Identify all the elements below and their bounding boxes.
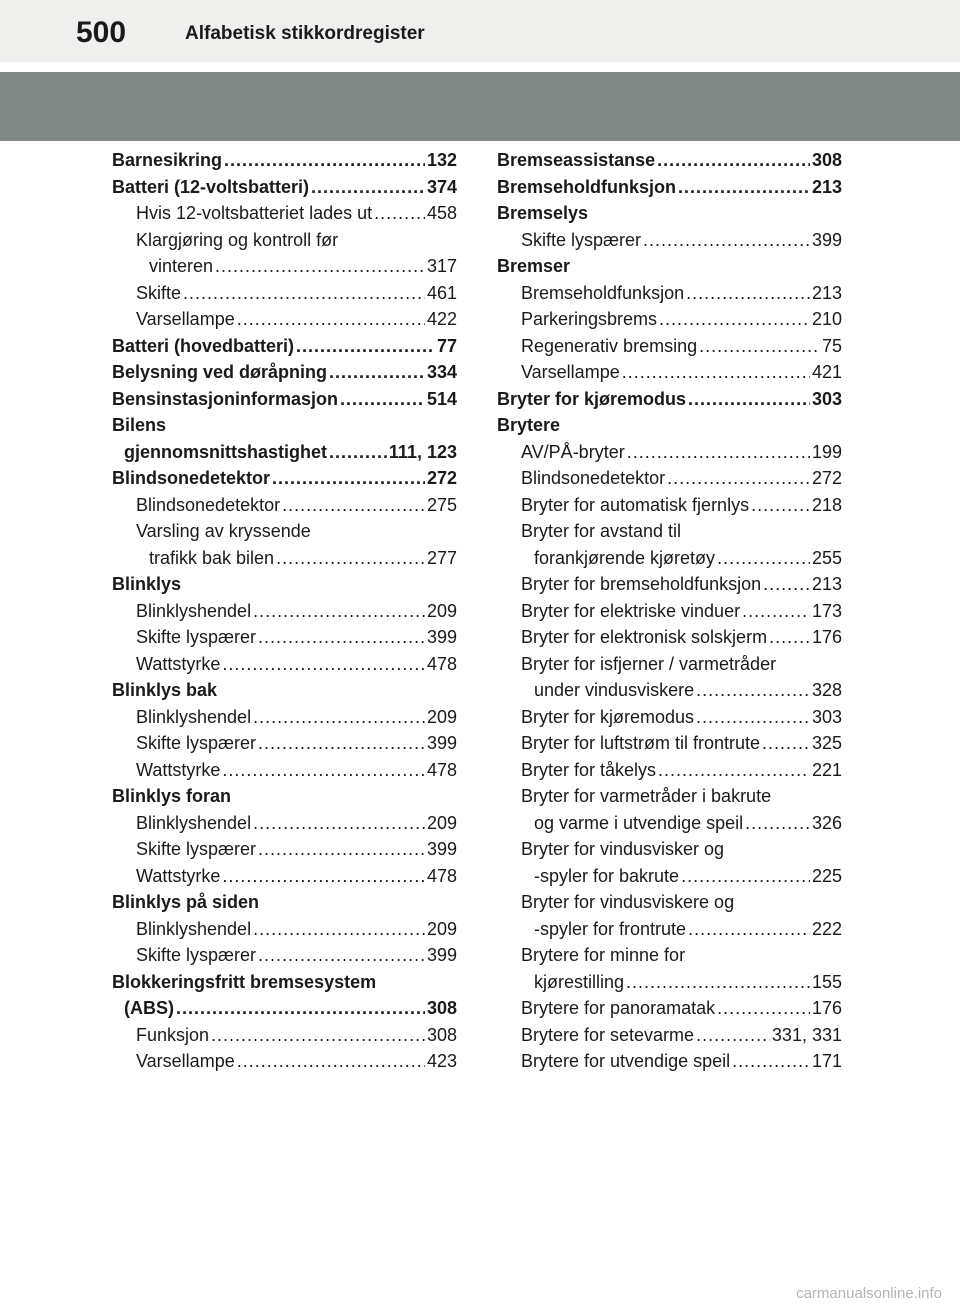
index-entry — [497, 174, 842, 201]
index-entry — [497, 995, 842, 1022]
dot-leader — [732, 1048, 810, 1075]
index-page-ref: 213 — [811, 282, 842, 303]
index-entry — [497, 677, 842, 704]
dot-leader — [769, 624, 810, 651]
index-entry — [497, 810, 842, 837]
dot-leader — [699, 333, 820, 360]
index-entry — [112, 651, 457, 678]
header-band — [0, 72, 960, 141]
dot-leader — [678, 174, 810, 201]
index-term: Parkeringsbrems — [521, 309, 658, 329]
index-column-right — [497, 147, 842, 1075]
dot-leader — [374, 200, 425, 227]
dot-leader — [688, 386, 810, 413]
dot-leader — [622, 359, 810, 386]
index-page-ref: 478 — [426, 653, 457, 674]
index-entry — [112, 253, 457, 280]
dot-leader — [659, 306, 810, 333]
index-entry — [497, 333, 842, 360]
index-term: Bryter for elektronisk solskjerm — [521, 627, 768, 647]
index-entry — [112, 412, 457, 439]
index-entry — [112, 863, 457, 890]
dot-leader — [763, 571, 810, 598]
index-entry — [497, 757, 842, 784]
index-entry — [112, 624, 457, 651]
dot-leader — [696, 677, 810, 704]
index-page-ref: 423 — [426, 1051, 457, 1071]
dot-leader — [276, 545, 425, 572]
index-term: Bryter for tåkelys — [521, 759, 657, 780]
dot-leader — [688, 916, 810, 943]
index-term: Bryter for varmetråder i bakrute — [521, 786, 772, 806]
dot-leader — [717, 545, 810, 572]
index-page-ref: 213 — [811, 176, 842, 197]
index-term: Varsellampe — [136, 309, 235, 329]
dot-leader — [296, 333, 435, 360]
dot-leader — [272, 465, 425, 492]
index-term: -spyler for bakrute — [534, 865, 680, 886]
index-page-ref: 225 — [811, 865, 842, 886]
index-page-ref: 199 — [811, 441, 842, 462]
index-term: Blinklyshendel — [136, 600, 252, 621]
index-page-ref: 209 — [426, 706, 457, 727]
index-page-ref: 308 — [426, 998, 457, 1018]
index-term: Batteri (12-voltsbatteri) — [112, 176, 310, 197]
index-term: Bremseholdfunksjon — [497, 176, 677, 197]
dot-leader — [222, 757, 425, 784]
index-entry — [112, 810, 457, 837]
index-page-ref: 374 — [426, 176, 457, 197]
index-page-ref: 277 — [426, 547, 457, 568]
dot-leader — [222, 863, 425, 890]
index-entry — [112, 889, 457, 916]
index-entry — [112, 598, 457, 625]
index-term: Bremser — [497, 256, 571, 276]
index-entry — [497, 969, 842, 996]
index-entry — [497, 412, 842, 439]
index-entry — [497, 783, 842, 810]
dot-leader — [751, 492, 810, 519]
index-page-ref: 75 — [821, 335, 842, 356]
index-page-ref: 221 — [811, 759, 842, 780]
index-page-ref: 213 — [811, 574, 842, 594]
index-page-ref: 478 — [426, 759, 457, 780]
index-entry — [497, 492, 842, 519]
index-page-ref: 255 — [811, 547, 842, 568]
index-entry — [112, 836, 457, 863]
index-entry — [112, 280, 457, 307]
index-entry — [112, 571, 457, 598]
index-entry — [497, 889, 842, 916]
index-term: Varsling av kryssende — [136, 521, 311, 541]
dot-leader — [222, 651, 425, 678]
index-term: Blindsonedetektor — [136, 494, 281, 515]
index-entry — [497, 863, 842, 890]
index-term: Skifte lyspærer — [136, 839, 257, 859]
index-page-ref: 421 — [811, 362, 842, 382]
dot-leader — [626, 969, 810, 996]
index-term: Blokkeringsfritt bremsesystem — [112, 971, 377, 992]
index-term: AV/PÅ-bryter — [521, 441, 625, 462]
index-entry — [112, 333, 457, 360]
dot-leader — [237, 306, 425, 333]
dot-leader — [657, 147, 810, 174]
index-term: Blindsonedetektor — [112, 468, 271, 488]
index-entry — [497, 598, 842, 625]
dot-leader — [183, 280, 425, 307]
index-term: Belysning ved døråpning — [112, 362, 328, 382]
index-term: forankjørende kjøretøy — [534, 547, 716, 568]
index-term: Bremseassistanse — [497, 150, 656, 170]
index-term: Bryter for luftstrøm til frontrute — [521, 733, 761, 753]
index-term: Bremselys — [497, 203, 589, 223]
index-term: Skifte lyspærer — [136, 945, 257, 965]
index-entry — [497, 1048, 842, 1075]
index-entry — [497, 704, 842, 731]
index-term: Skifte lyspærer — [136, 627, 257, 647]
index-page-ref: 461 — [426, 282, 457, 303]
index-page-ref: 399 — [426, 627, 457, 647]
index-entry — [112, 227, 457, 254]
index-page-ref: 308 — [811, 150, 842, 170]
dot-leader — [696, 704, 810, 731]
index-entry — [497, 253, 842, 280]
index-page-ref: 514 — [426, 388, 457, 409]
dot-leader — [258, 942, 425, 969]
index-term: Bryter for kjøremodus — [497, 388, 687, 409]
dot-leader — [340, 386, 425, 413]
watermark: carmanualsonline.info — [796, 1285, 942, 1302]
index-term: Skifte — [136, 282, 182, 303]
dot-leader — [311, 174, 425, 201]
index-entry — [112, 730, 457, 757]
index-page-ref: 399 — [811, 229, 842, 250]
index-page-ref: 317 — [426, 256, 457, 276]
index-term: Blinklyshendel — [136, 918, 252, 939]
index-page-ref: 218 — [811, 494, 842, 515]
page-header — [0, 0, 960, 62]
index-entry — [112, 916, 457, 943]
index-entry — [112, 518, 457, 545]
index-page-ref: 209 — [426, 812, 457, 833]
index-entry — [112, 306, 457, 333]
index-page-ref: 303 — [811, 388, 842, 409]
index-entry — [112, 1048, 457, 1075]
dot-leader — [329, 359, 425, 386]
index-page-ref: 209 — [426, 918, 457, 939]
index-term: Bremseholdfunksjon — [521, 282, 685, 303]
index-page-ref: 478 — [426, 865, 457, 886]
index-term: Bilens — [112, 415, 167, 435]
index-term: Skifte lyspærer — [521, 229, 642, 250]
index-entry — [497, 518, 842, 545]
index-term: Blindsonedetektor — [521, 468, 666, 488]
index-term: vinteren — [149, 256, 214, 276]
index-term: Wattstyrke — [136, 653, 221, 674]
index-term: Bryter for isfjerner / varmetråder — [521, 653, 777, 674]
dot-leader — [282, 492, 425, 519]
index-term: Bryter for automatisk fjernlys — [521, 494, 750, 515]
dot-leader — [253, 598, 425, 625]
index-term: Bryter for bremseholdfunksjon — [521, 574, 762, 594]
index-entry — [497, 280, 842, 307]
dot-leader — [329, 439, 387, 466]
dot-leader — [762, 730, 810, 757]
index-page-ref: 331, 331 — [771, 1024, 842, 1045]
index-page-ref: 399 — [426, 839, 457, 859]
index-term: og varme i utvendige speil — [534, 812, 744, 833]
index-term: Bryter for elektriske vinduer — [521, 600, 741, 621]
index-entry — [112, 969, 457, 996]
index-page-ref: 272 — [426, 468, 457, 488]
page-title: Alfabetisk stikkordregister — [185, 23, 425, 44]
dot-leader — [667, 465, 810, 492]
index-term: Bryter for kjøremodus — [521, 706, 695, 727]
index-term: Blinklyshendel — [136, 812, 252, 833]
index-term: Brytere for minne for — [521, 945, 686, 965]
index-entry — [497, 836, 842, 863]
index-term: Blinklyshendel — [136, 706, 252, 727]
index-term: Barnesikring — [112, 150, 223, 170]
index-term: Hvis 12-voltsbatteriet lades ut — [136, 203, 373, 223]
dot-leader — [658, 757, 810, 784]
index-page-ref: 272 — [811, 468, 842, 488]
index-page-ref: 132 — [426, 150, 457, 170]
dot-leader — [681, 863, 810, 890]
index-entry — [497, 386, 842, 413]
index-entry — [497, 651, 842, 678]
index-term: Bryter for vindusviskere og — [521, 892, 735, 912]
index-page-ref: 173 — [811, 600, 842, 621]
dot-leader — [686, 280, 810, 307]
index-entry — [112, 359, 457, 386]
index-term: Blinklys bak — [112, 680, 218, 700]
index-term: Wattstyrke — [136, 865, 221, 886]
index-page-ref: 210 — [811, 309, 842, 329]
index-entry — [112, 439, 457, 466]
index-entry — [112, 147, 457, 174]
index-term: (ABS) — [124, 998, 174, 1018]
index-page-ref: 308 — [426, 1024, 457, 1045]
index-entry — [112, 386, 457, 413]
index-entry — [112, 492, 457, 519]
index-term: Bryter for avstand til — [521, 521, 682, 541]
index-page-ref: 111, 123 — [388, 441, 457, 462]
index-term: Bryter for vindusvisker og — [521, 839, 725, 859]
dot-leader — [258, 730, 425, 757]
index-page-ref: 176 — [811, 627, 842, 647]
index-page-ref: 155 — [811, 971, 842, 992]
index-entry — [497, 227, 842, 254]
index-entry — [497, 1022, 842, 1049]
index-entry — [497, 545, 842, 572]
dot-leader — [742, 598, 810, 625]
index-page-ref: 171 — [811, 1051, 842, 1071]
dot-leader — [176, 995, 425, 1022]
dot-leader — [237, 1048, 425, 1075]
index-page-ref: 77 — [436, 335, 457, 356]
index-entry — [112, 174, 457, 201]
index-entry — [497, 200, 842, 227]
index-term: gjennomsnittshastighet — [124, 441, 328, 462]
index-entry — [112, 783, 457, 810]
index-page-ref: 326 — [811, 812, 842, 833]
index-term: Blinklys — [112, 574, 182, 594]
index-entry — [497, 571, 842, 598]
dot-leader — [215, 253, 425, 280]
page-number: 500 — [76, 16, 127, 49]
index-term: Brytere for utvendige speil — [521, 1051, 731, 1071]
index-page-ref: 275 — [426, 494, 457, 515]
index-page-ref: 222 — [811, 918, 842, 939]
index-entry — [497, 916, 842, 943]
index-entry — [497, 624, 842, 651]
index-page-ref: 458 — [426, 203, 457, 223]
index-term: Brytere — [497, 415, 561, 435]
index-page-ref: 176 — [811, 998, 842, 1018]
dot-leader — [627, 439, 810, 466]
index-page-ref: 399 — [426, 733, 457, 753]
index-page-ref: 399 — [426, 945, 457, 965]
index-page-ref: 303 — [811, 706, 842, 727]
index-entry — [112, 942, 457, 969]
index-entry — [497, 439, 842, 466]
index-column-left — [112, 147, 457, 1075]
dot-leader — [258, 624, 425, 651]
index-term: Wattstyrke — [136, 759, 221, 780]
index-entry — [112, 995, 457, 1022]
dot-leader — [696, 1022, 770, 1049]
index-term: Bensinstasjoninformasjon — [112, 388, 339, 409]
index-term: under vindusviskere — [534, 680, 695, 700]
index-entry — [112, 545, 457, 572]
index-page-ref: 325 — [811, 733, 842, 753]
index-entry — [497, 306, 842, 333]
index-term: Klargjøring og kontroll før — [136, 229, 339, 250]
index-term: Skifte lyspærer — [136, 733, 257, 753]
index-term: trafikk bak bilen — [149, 547, 275, 568]
index-entry — [497, 465, 842, 492]
index-entry — [497, 730, 842, 757]
dot-leader — [745, 810, 810, 837]
index-page-ref: 209 — [426, 600, 457, 621]
index-entry — [497, 942, 842, 969]
dot-leader — [224, 147, 425, 174]
dot-leader — [253, 810, 425, 837]
index-term: Brytere for panoramatak — [521, 998, 716, 1018]
index-term: Blinklys på siden — [112, 892, 260, 912]
index-entry — [112, 465, 457, 492]
index-term: Brytere for setevarme — [521, 1024, 695, 1045]
index-entry — [112, 757, 457, 784]
index-term: Regenerativ bremsing — [521, 335, 698, 356]
index-page-ref: 328 — [811, 680, 842, 700]
index-term: -spyler for frontrute — [534, 918, 687, 939]
index-page-ref: 422 — [426, 309, 457, 329]
index-page-ref: 334 — [426, 362, 457, 382]
dot-leader — [717, 995, 810, 1022]
index-term: Funksjon — [136, 1024, 210, 1045]
dot-leader — [258, 836, 425, 863]
index-term: Varsellampe — [136, 1051, 235, 1071]
index-entry — [497, 147, 842, 174]
index-entry — [112, 704, 457, 731]
index-term: kjørestilling — [534, 971, 625, 992]
dot-leader — [253, 916, 425, 943]
index-entry — [497, 359, 842, 386]
index-term: Blinklys foran — [112, 786, 232, 806]
dot-leader — [211, 1022, 425, 1049]
index-entry — [112, 200, 457, 227]
index-term: Varsellampe — [521, 362, 620, 382]
index-entry — [112, 1022, 457, 1049]
index-entry — [112, 677, 457, 704]
index-term: Batteri (hovedbatteri) — [112, 335, 295, 356]
dot-leader — [253, 704, 425, 731]
dot-leader — [643, 227, 810, 254]
